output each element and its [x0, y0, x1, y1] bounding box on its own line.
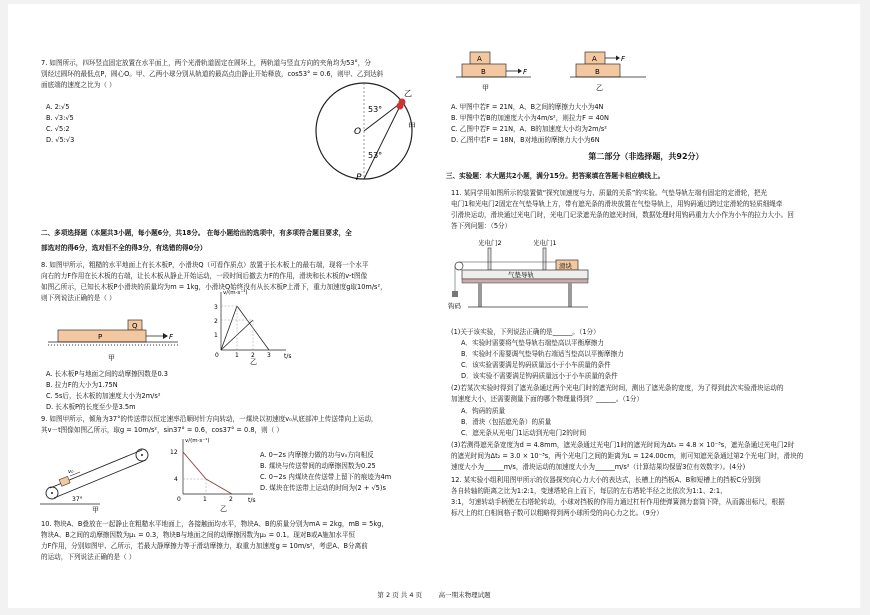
svg-text:4: 4	[174, 476, 178, 483]
q11-sub2-line1: (2)若某次实验时得到了遮光条通过两个光电门时的遮光时间，测出了遮光条的宽度，为了得到此次实验滑块运动的	[451, 384, 784, 392]
q11-sub1-a: A．实验时需要将气垫导轨右端垫高以平衡摩擦力	[461, 339, 604, 347]
q7-jia-label: 甲	[408, 122, 416, 131]
svg-text:F: F	[523, 68, 528, 76]
q9-line1: 9. 如图甲所示，倾角为37°的传送带以恒定速率沿顺时针方向转动，一煤块以初速度v₀从底部冲上传送带向上运动，	[41, 415, 378, 423]
q7-P-label: P	[356, 173, 362, 183]
q11-sub3-line3: 速度大小为______m/s，滑块运动的加速度大小为______m/s²（计算结果均保留3位有效数字）。(4分)	[451, 463, 746, 471]
svg-text:光电门2: 光电门2	[478, 239, 502, 247]
q7-stem-line1: 7. 如图所示，四环竖直固定放置在水平面上，两个光滑轨道固定在圆环上，两轨道与竖直方向的夹角均为53°，分	[41, 59, 371, 67]
q9-option-b: B. 煤块与传送带间的动摩擦因数为0.25	[260, 462, 376, 470]
svg-text:1: 1	[235, 352, 239, 359]
q11-sub3-line2: 的遮光时间为Δt₂ = 3.0 × 10⁻³s，两个光电门之间的距离为L = 124.00cm，则可知遮光条通过第2个光电门时，滑块的	[451, 452, 804, 460]
svg-text:0: 0	[215, 352, 219, 359]
svg-text:1: 1	[203, 496, 207, 503]
q7-stem-line3: 面底端的速度之比为（ ）	[41, 81, 116, 89]
q11-line2: 电门1和光电门2固定在气垫导轨上方，带有遮光条的滑块放置在气垫导轨上，用钩码通过跨过定滑轮的轻质细绳牵	[451, 200, 783, 208]
q9-line2: 其v－t图像如图乙所示，取g = 10m/s²，sin37° = 0.6，cos37° = 0.8，则（ ）	[41, 426, 284, 434]
svg-text:A: A	[592, 55, 597, 63]
q11-line1: 11. 某同学用如图所示的装置做“探究加速度与力、质量的关系”的实验。气垫导轨左端有固定的定滑轮，把光	[451, 189, 768, 197]
q11-sub1-b: B．实验时不需要调气垫导轨右端适当垫高以平衡摩擦力	[461, 350, 624, 358]
page-number: 第 2 页 共 4 页	[377, 591, 423, 599]
svg-text:t/s: t/s	[284, 353, 292, 360]
section2-heading-line2: 部选对的得6分，选对但不全的得3分，有选错的得0分）	[41, 244, 207, 252]
q11-sub2-a: A．钩码的质量	[461, 407, 506, 415]
svg-text:B: B	[595, 68, 600, 76]
svg-text:1: 1	[214, 332, 218, 339]
svg-text:F: F	[621, 55, 626, 63]
svg-text:3: 3	[214, 304, 218, 311]
q8-line1: 8. 如图甲所示，粗糙的水平地面上有长木板P，小滑块Q（可看作质点）放置于长木板上的最右端，现将一个水平	[41, 261, 369, 269]
svg-text:B: B	[481, 68, 486, 76]
q10-option-a: A. 甲图中若F = 21N，A、B之间的摩擦力大小为4N	[451, 103, 604, 111]
q8-option-c: C. 5s后，长木板的加速度大小为2m/s²	[46, 392, 161, 400]
q7-yi-label: 乙	[404, 89, 412, 98]
svg-text:12: 12	[170, 449, 178, 456]
part2-title: 第二部分（非选择题，共92分）	[588, 152, 704, 161]
q10-option-b: B. 甲图中若B的加速度大小为4m/s²，则拉力F = 40N	[451, 114, 609, 122]
svg-text:2: 2	[229, 496, 233, 503]
svg-text:v₀: v₀	[68, 469, 74, 475]
q8-option-a: A. 长木板P与地面之间的动摩擦因数是0.3	[46, 370, 168, 378]
q11-sub1: (1)关于该实验，下列说法正确的是______。（1分）	[451, 328, 600, 336]
q12-line3: 3:1，匀速转动手柄使左右塔轮转动，小球对挡板的作用力通过杠杆作用使弹簧测力套筒下降，从而露出标尺，根据	[451, 498, 785, 506]
q12-line1: 12. 某实验小组利用图甲所示的仪器探究向心力大小的表达式，长槽上的挡板A、B和短槽上的挡板C分别到	[451, 476, 761, 484]
q12-line2: 各自转轴的距离之比为1:2:1，变速塔轮自上而下，每层的左右塔轮半径之比依次为1:1、2:1、	[451, 487, 727, 495]
svg-text:钩码: 钩码	[448, 302, 461, 310]
q7-angle1-label: 53°	[368, 105, 383, 114]
svg-text:2: 2	[251, 352, 255, 359]
q12-line4: 标尺上的红白相间格子数可以粗略得到两小球所受的向心力之比。（9分）	[451, 509, 663, 517]
q8-vt-graph	[206, 288, 296, 366]
q9-vt-graph	[168, 436, 258, 513]
q7-option-c: C. √5:2	[46, 125, 70, 133]
q11-sub1-d: D．该实验不需要满足钩码质量远小于小车质量的条件	[461, 372, 618, 380]
q10-option-d: D. 乙图中若F = 18N，B对地面的摩擦力大小为6N	[451, 136, 600, 144]
q8-line4: 则下列说法正确的是（ ）	[41, 294, 116, 302]
ball-yi	[397, 103, 404, 110]
svg-text:F: F	[169, 333, 174, 341]
svg-text:A: A	[477, 55, 482, 63]
svg-text:0: 0	[177, 496, 181, 503]
exam-page	[8, 4, 860, 608]
q8-option-d: D. 长木板P的长度至少是3.5m	[46, 403, 136, 411]
q10-line1: 10. 物块A、B叠放在一起静止在粗糙水平地面上，各接触面均水平，物块A、B的质量分别为mA = 2kg，mB = 5kg，	[41, 520, 388, 528]
q10-line4: 的运动，下列说法正确的是（ ）	[41, 553, 136, 561]
svg-text:P: P	[98, 333, 103, 341]
q9-option-d: D. 煤块在传送带上运动的时间为(2 + √5)s	[260, 484, 386, 492]
q8-figure-jia	[48, 316, 188, 366]
q7-angle2-label: 53°	[368, 151, 383, 160]
q11-line4: 答下列问题：（5分）	[451, 222, 512, 230]
svg-text:滑块: 滑块	[559, 262, 572, 270]
q8-option-b: B. 拉力F的大小为1.75N	[46, 381, 118, 389]
q9-option-c: C. 0~2s 内煤块在传送带上留下的痕迹为4m	[260, 473, 392, 481]
q11-sub2-b: B．滑块（包括遮光条）的质量	[461, 418, 552, 426]
q10-option-c: C. 乙图中若F = 21N，A、B的加速度大小均为2m/s²	[451, 125, 607, 133]
q10-line3: 力F作用，分别如图甲、乙所示，若最大静摩擦力等于滑动摩擦力，取重力加速度g = 10m/s²，考虑A、B分离前	[41, 542, 368, 550]
svg-text:乙: 乙	[250, 358, 257, 366]
section3-heading: 三、实验题：本大题共2小题，满分15分。把答案填在答题卡相应横线上。	[446, 172, 665, 180]
q7-circle-figure	[312, 76, 422, 186]
q7-option-d: D. √5:√3	[46, 136, 75, 144]
q11-sub1-c: C．该实验需要满足钩码质量远小于小车质量的条件	[461, 361, 611, 369]
section2-heading-line1: 二、多项选择题（本题共3小题，每小题6分，共18分。 在每小题给出的选项中，有多项符合题目要求，全	[41, 229, 352, 237]
svg-text:v/(m·s⁻¹): v/(m·s⁻¹)	[223, 290, 248, 296]
svg-text:光电门1: 光电门1	[533, 239, 557, 247]
q11-sub2-line2: 加速度大小，还需要测量下面的哪个物理量得到？______。（1分）	[451, 395, 644, 403]
q9-conveyor-figure	[40, 440, 150, 514]
q9-option-a: A. 0~2s 内摩擦力做的功与v₀方向相反	[260, 451, 374, 459]
q10-line2: 物块A、B之间的动摩擦因数为μ₁ = 0.3，物块B与地面之间的动摩擦因数为μ₂ = 0.1。现对B或A施加水平恒	[41, 531, 356, 539]
page-footer	[8, 590, 860, 599]
q10-figures	[456, 44, 666, 94]
svg-text:气垫导轨: 气垫导轨	[508, 271, 534, 279]
q8-line3: 如图乙所示，已知长木板P小滑块的质量均为m = 1kg，小滑块Q始终没有从长木板P上滑下，重力加速度g取10m/s²，	[41, 283, 387, 291]
svg-text:v/(m·s⁻¹): v/(m·s⁻¹)	[185, 438, 210, 444]
q8-line2: 向右的力F作用在长木板的右端，让长木板从静止开始运动，一段时间后撤去力F的作用，滑块和长木板的v-t图像	[41, 272, 368, 280]
svg-text:乙: 乙	[220, 505, 227, 513]
q7-option-b: B. √3:√5	[46, 114, 74, 122]
q11-line3: 引滑块运动，滑块通过光电门时，光电门记录遮光条的遮光时间，数据处理时用钩码重力大小作为小车的拉力大小。回	[451, 211, 794, 219]
q7-option-a: A. 2:√5	[46, 103, 70, 111]
svg-text:37°: 37°	[72, 496, 83, 503]
q7-O-label: O	[354, 127, 362, 137]
svg-text:3: 3	[267, 352, 271, 359]
q11-air-track-figure	[448, 236, 598, 316]
q11-sub3-line1: (3)若测得遮光条宽度为d = 4.8mm，遮光条通过光电门1时的遮光时间为Δt₁ = 4.8 × 10⁻³s，遮光条通过光电门2时	[451, 441, 795, 449]
exam-title: 高一期末物理试题	[438, 591, 491, 599]
svg-text:Q: Q	[132, 322, 138, 330]
svg-text:乙: 乙	[596, 84, 603, 92]
svg-text:t/s: t/s	[248, 497, 256, 504]
q7-stem-line2: 别经过圆环的最低点P，圆心O。甲、乙两小球分别从轨道的最高点由静止开始释放，cos53° = 0.6，则甲、乙到达斜	[41, 70, 384, 78]
svg-text:甲: 甲	[482, 84, 489, 92]
svg-text:甲: 甲	[92, 506, 99, 514]
svg-text:2: 2	[214, 318, 218, 325]
svg-text:甲: 甲	[108, 354, 115, 362]
q11-sub2-c: C．遮光条从光电门1运动到光电门2的时间	[461, 429, 587, 437]
